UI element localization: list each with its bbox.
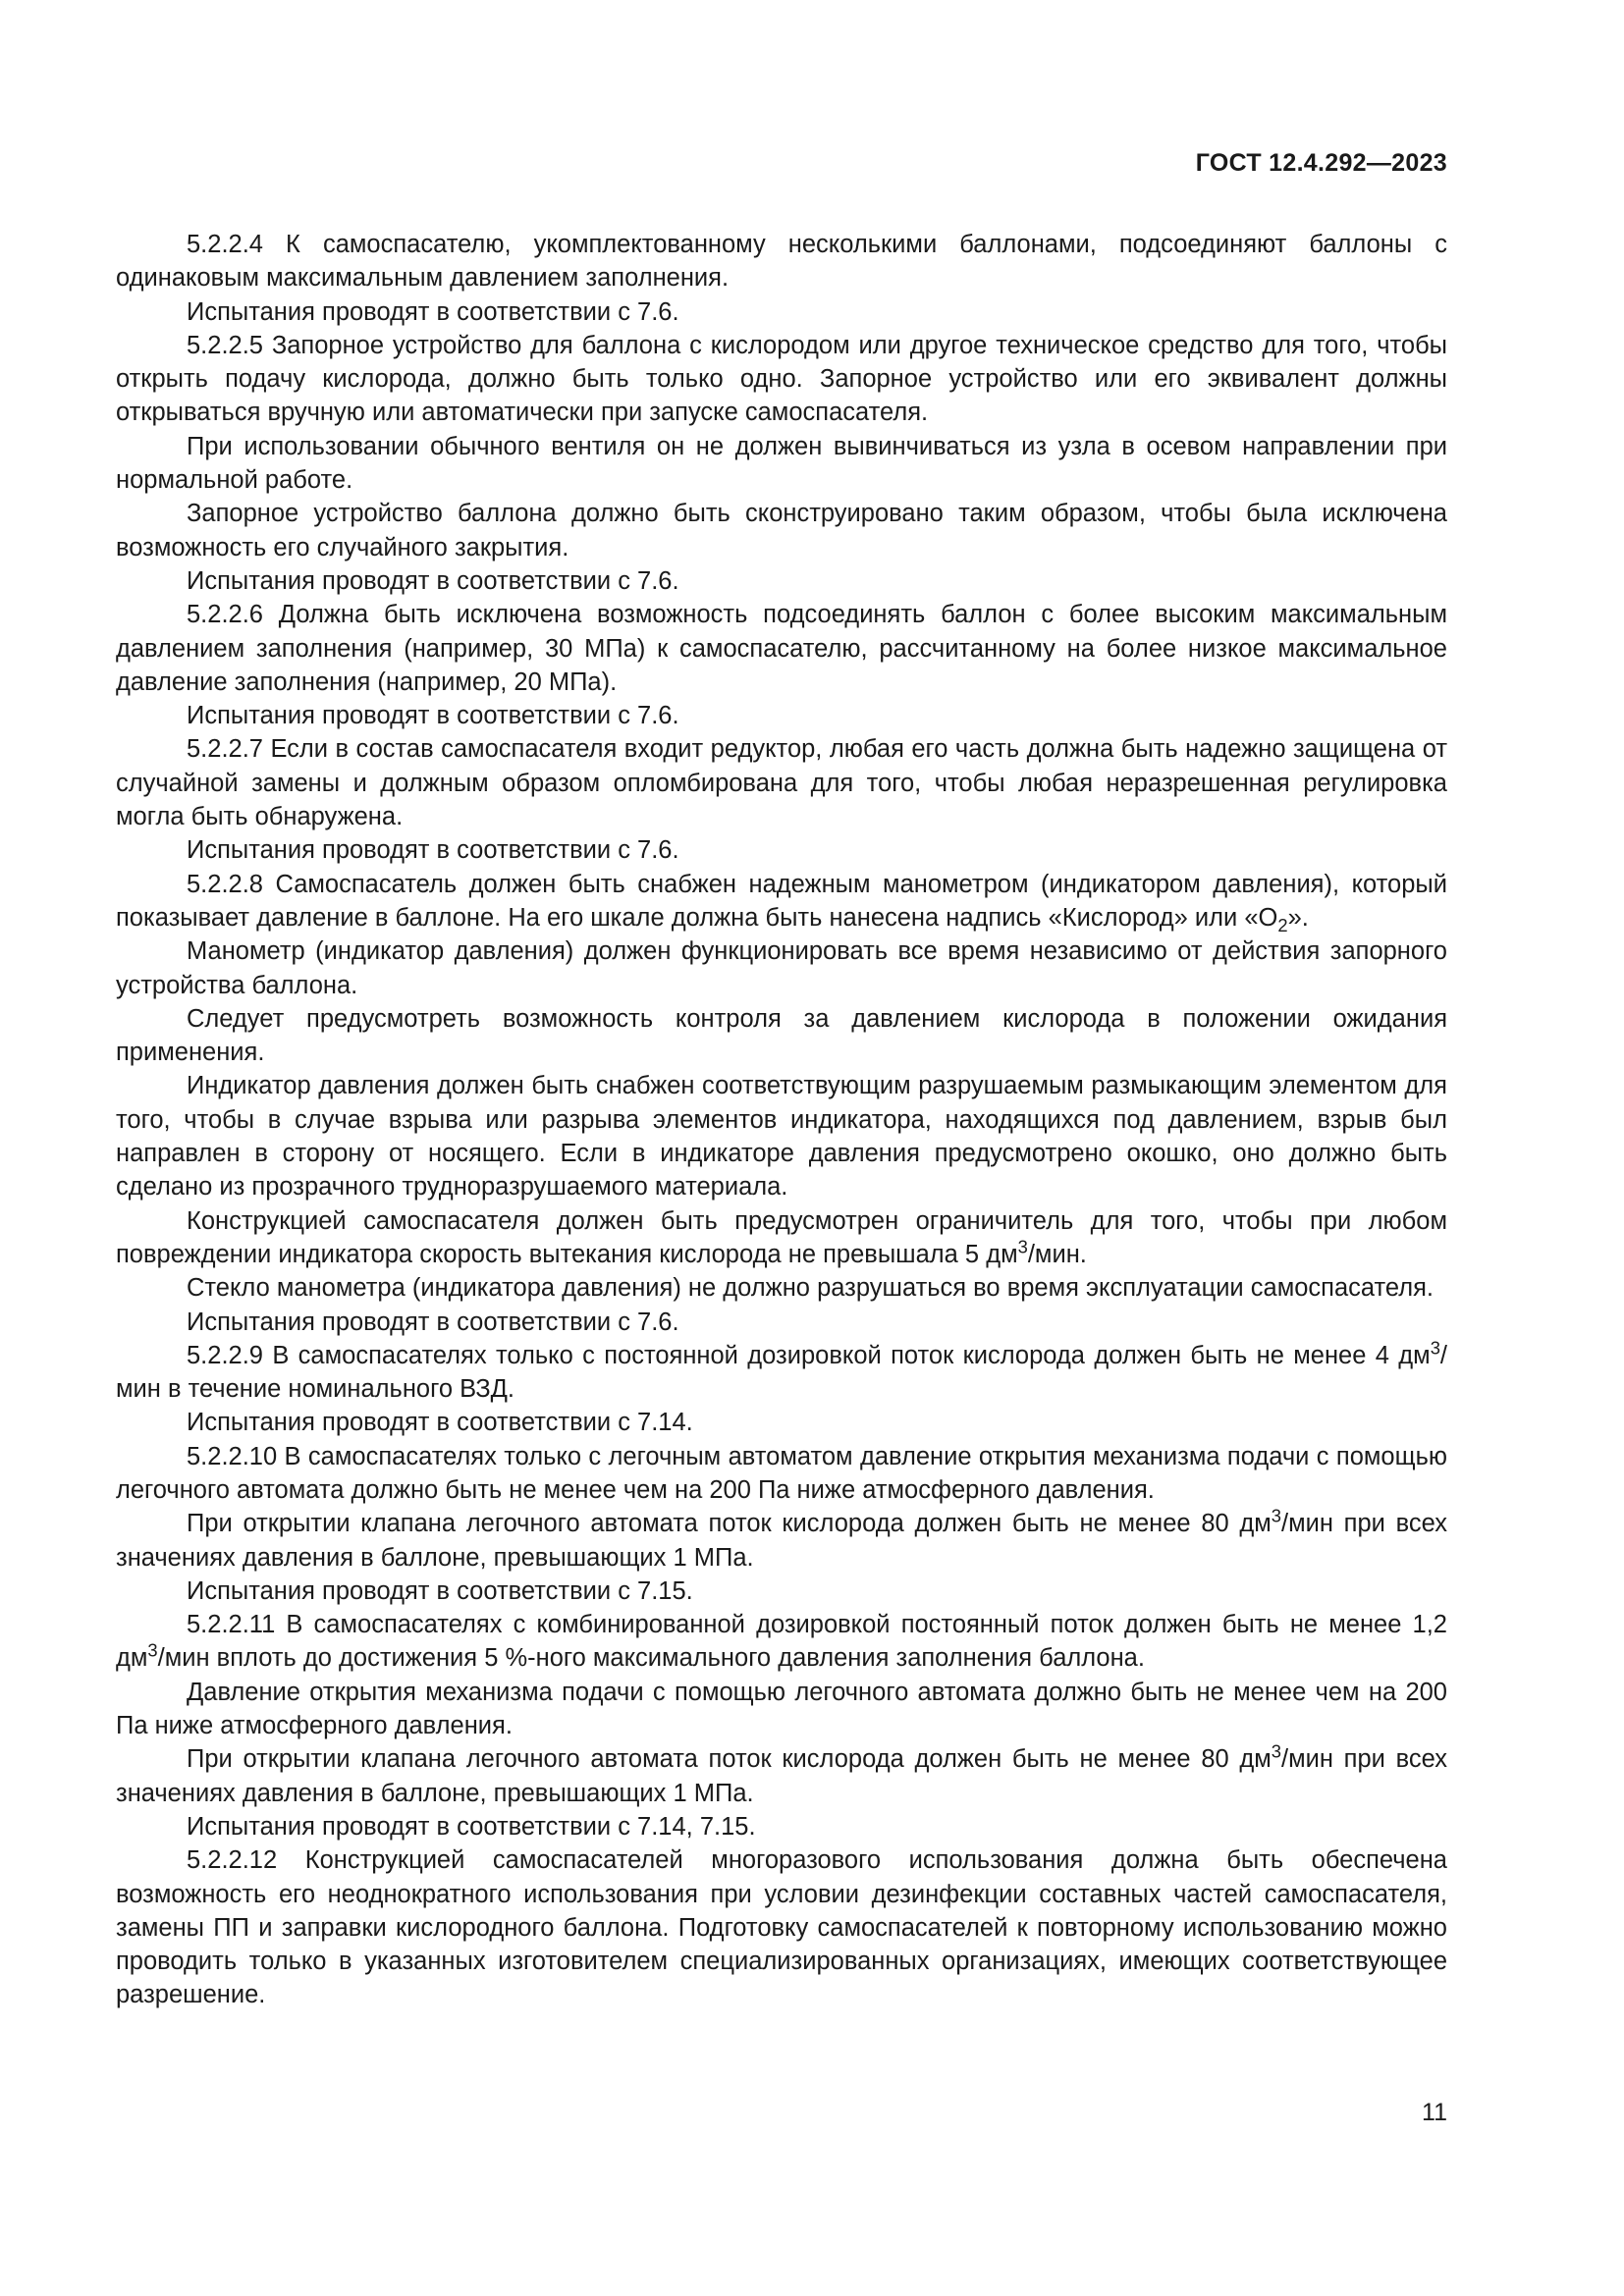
superscript: 3: [1430, 1337, 1440, 1359]
text-run: /мин при всех значениях давления в баллоне, превышающих 1 МПа.: [116, 1510, 1447, 1572]
text-run: /мин вплоть до достижения 5 %-ного максимального давления заполнения баллона.: [157, 1644, 1145, 1673]
text-run: /мин в течение номинального ВЗД.: [116, 1341, 1447, 1404]
paragraph-5-2-2-8: [116, 868, 1447, 935]
page-number: 11: [1422, 2099, 1447, 2126]
text-run: 5.2.2.9 В самоспасателях только с постоянной дозировкой поток кислорода должен быть не менее 4 дм: [187, 1341, 1431, 1369]
text-run: Конструкцией самоспасателя должен быть предусмотрен ограничитель для того, чтобы при любом повреждении индикатора скорость вытекания кислорода не превышала 5 дм: [116, 1206, 1447, 1268]
paragraph: Индикатор давления должен быть снабжен соответствующим разрушаемым размыкающим элементом для того, чтобы в случае взрыва или разрыва элементов индикатора, находящихся под давлением, взрыв был направлен в сторону от носящего. Если в индикаторе давления предусмотрено окошко, оно должно быть сделано из прозрачного трудноразрушаемого материала.: [116, 1072, 1447, 1201]
text-run: 5.2.2.11 В самоспасателях с комбинированной дозировкой постоянный поток должен быть не менее 1,2 дм: [116, 1611, 1447, 1673]
paragraph: Следует предусмотреть возможность контроля за давлением кислорода в положении ожидания применения.: [116, 1004, 1447, 1067]
text-run: ».: [1287, 903, 1309, 932]
paragraph-5-2-2-7: 5.2.2.7 Если в состав самоспасателя входит редуктор, любая его часть должна быть надежно защищена от случайной замены и должным образом опломбирована для того, чтобы любая неразрешенная регулировка могла быть обнаружена.: [116, 735, 1447, 831]
paragraph: [116, 1204, 1447, 1272]
paragraph-5-2-2-10: 5.2.2.10 В самоспасателях только с легочным автоматом давление открытия механизма подачи с помощью легочного автомата должно быть не менее чем на 200 Па ниже атмосферного давления.: [116, 1442, 1447, 1504]
page-body: [116, 228, 1447, 2012]
paragraph: При использовании обычного вентиля он не должен вывинчиваться из узла в осевом направлении при нормальной работе.: [116, 432, 1447, 495]
paragraph-5-2-2-4: 5.2.2.4 К самоспасателю, укомплектованному несколькими баллонами, подсоединяют баллоны с одинаковым максимальным давлением заполнения.: [116, 231, 1447, 293]
paragraph: [116, 1507, 1447, 1575]
superscript: 3: [1017, 1236, 1028, 1257]
text-run: 5.2.2.8 Самоспасатель должен быть снабжен надежным манометром (индикатором давления), который показывает давление в баллоне. На его шкале должна быть нанесена надпись «Кислород» или «О: [116, 870, 1447, 932]
test-reference: Испытания проводят в соответствии с 7.6.: [187, 566, 679, 595]
superscript: 3: [147, 1639, 158, 1661]
text-run: При открытии клапана легочного автомата поток кислорода должен быть не менее 80 дм: [187, 1510, 1272, 1538]
text-run: /мин.: [1027, 1240, 1087, 1268]
paragraph: Давление открытия механизма подачи с помощью легочного автомата должно быть не менее чем на 200 Па ниже атмосферного давления.: [116, 1678, 1447, 1740]
test-reference: Испытания проводят в соответствии с 7.6.: [187, 297, 679, 326]
paragraph-5-2-2-9: [116, 1339, 1447, 1407]
paragraph: Манометр (индикатор давления) должен функционировать все время независимо от действия запорного устройства баллона.: [116, 937, 1447, 999]
paragraph-5-2-2-12: 5.2.2.12 Конструкцией самоспасателей многоразового использования должна быть обеспечена возможность его неоднократного использования при условии дезинфекции составных частей самоспасателя, замены ПП и заправки кислородного баллона. Подготовку самоспасателей к повторному использованию можно проводить только в указанных изготовителем специализированных организациях, имеющих соответствующее разрешение.: [116, 1846, 1447, 2009]
paragraph-5-2-2-5: 5.2.2.5 Запорное устройство для баллона с кислородом или другое техническое средство для того, чтобы открыть подачу кислорода, должно быть только одно. Запорное устройство или его эквивалент должны открываться вручную или автоматически при запуске самоспасателя.: [116, 331, 1447, 427]
test-reference: Испытания проводят в соответствии с 7.6.: [187, 1308, 679, 1336]
paragraph-5-2-2-6: 5.2.2.6 Должна быть исключена возможность подсоединять баллон с более высоким максимальным давлением заполнения (например, 30 МПа) к самоспасателю, рассчитанному на более низкое максимальное давление заполнения (например, 20 МПа).: [116, 601, 1447, 696]
test-reference: Испытания проводят в соответствии с 7.14, 7.15.: [187, 1812, 756, 1841]
superscript: 3: [1271, 1740, 1282, 1762]
test-reference: Испытания проводят в соответствии с 7.6.: [187, 836, 679, 865]
paragraph: [116, 1742, 1447, 1810]
paragraph-5-2-2-11: [116, 1608, 1447, 1676]
test-reference: Испытания проводят в соответствии с 7.15.: [187, 1576, 693, 1605]
document-code: ГОСТ 12.4.292—2023: [1195, 149, 1447, 177]
subscript: 2: [1277, 915, 1288, 936]
text-run: При открытии клапана легочного автомата поток кислорода должен быть не менее 80 дм: [187, 1745, 1272, 1774]
paragraph: Стекло манометра (индикатора давления) не должно разрушаться во время эксплуатации самоспасателя.: [187, 1274, 1435, 1303]
text-run: /мин при всех значениях давления в баллоне, превышающих 1 МПа.: [116, 1745, 1447, 1807]
test-reference: Испытания проводят в соответствии с 7.6.: [187, 702, 679, 730]
paragraph: Запорное устройство баллона должно быть сконструировано таким образом, чтобы была исключена возможность его случайного закрытия.: [116, 500, 1447, 561]
test-reference: Испытания проводят в соответствии с 7.14.: [187, 1409, 693, 1437]
superscript: 3: [1271, 1505, 1282, 1526]
